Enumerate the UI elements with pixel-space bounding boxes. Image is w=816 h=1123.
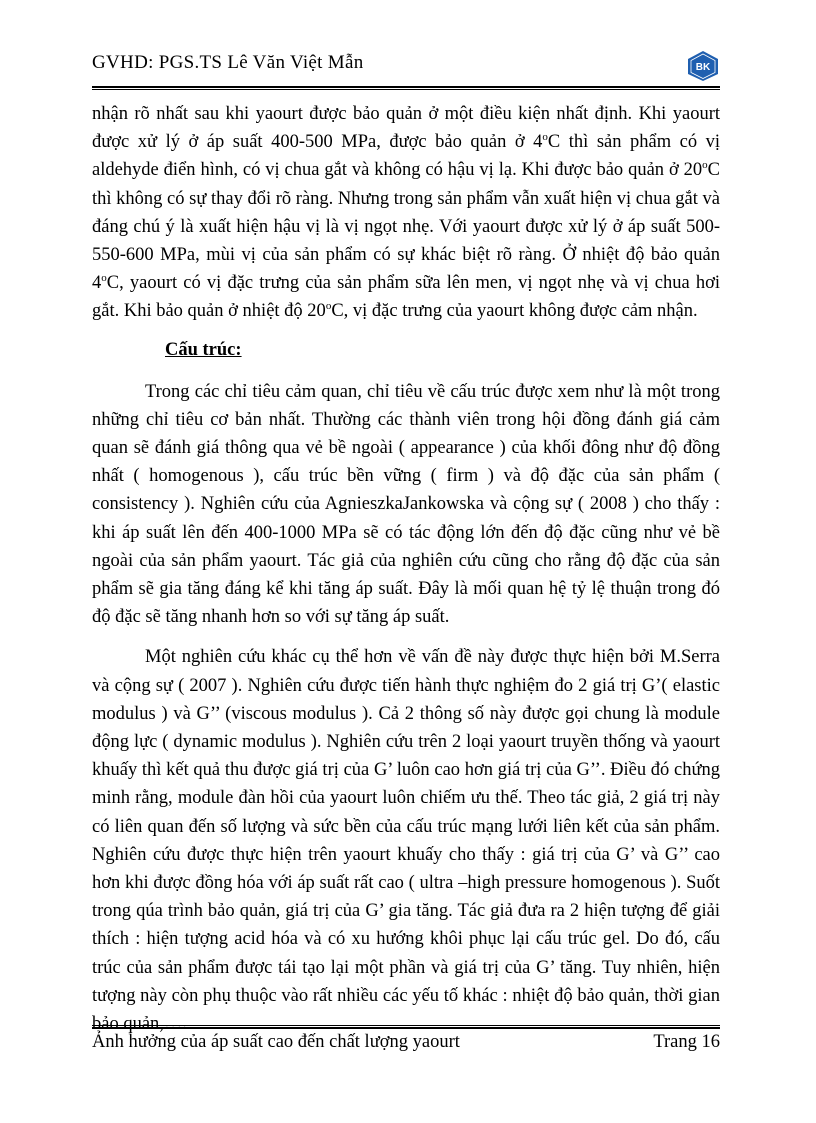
logo-text: BK bbox=[695, 62, 711, 73]
para1-text-a: nhận rõ nhất sau khi yaourt được bảo quản ở một điều kiện nhất định. Khi yaourt được xử lý ở áp suất 400-500 MPa, được bảo quản ở 4 bbox=[92, 104, 720, 153]
degree-superscript: o bbox=[542, 131, 548, 144]
footer-title: Ảnh hưởng của áp suất cao đến chất lượng yaourt bbox=[92, 1032, 460, 1052]
para1-text-c: C thì không có sự thay đổi rõ ràng. Nhưng trong sản phẩm vẫn xuất hiện vị chua gắt và đáng chú ý là xuất hiện hậu vị là vị ngọt nhẹ. Với yaourt được xử lý ở áp suất 500-550-600 MPa, mùi vị của sản phẩm có sự khác biệt rõ ràng. Ở nhiệt độ bảo quản 4 bbox=[92, 160, 720, 294]
degree-superscript: o bbox=[101, 272, 107, 285]
header-title: GVHD: PGS.TS Lê Văn Việt Mẫn bbox=[92, 52, 364, 73]
para1-text-b: C thì sản phẩm có vị aldehyde điển hình, có vị chua gắt và không có hậu vị lạ. Khi được bảo quản ở 20 bbox=[92, 132, 720, 181]
degree-superscript: o bbox=[325, 300, 332, 313]
degree-superscript: o bbox=[702, 159, 708, 172]
page-header bbox=[92, 50, 720, 84]
page-number: Trang 16 bbox=[653, 1032, 720, 1052]
paragraph-taste-continued bbox=[92, 100, 720, 326]
paragraph-structure-1: Trong các chỉ tiêu cảm quan, chỉ tiêu về cấu trúc được xem như là một trong những chỉ tiêu cơ bản nhất. Thường các thành viên trong hội đồng đánh giá cảm quan sẽ đánh giá thông qua vẻ bề ngoài ( appearance ) của khối đông như độ đồng nhất ( homogenous ), cấu trúc bền vững ( firm ) và độ đặc của sản phẩm ( consistency ). Nghiên cứu của AgnieszkaJankowska và cộng sự ( 2008 ) cho thấy : khi áp suất lên đến 400-1000 MPa sẽ có tác động lớn đến độ đặc cũng như vẻ bề ngoài của sản phẩm yaourt. Tác giả của nghiên cứu cũng cho rằng độ đặc của sản phẩm sẽ gia tăng đáng kể khi tăng áp suất. Đây là mối quan hệ tỷ lệ thuận trong đó độ đặc sẽ tăng nhanh hơn so với sự tăng áp suất. bbox=[92, 381, 720, 628]
page-content bbox=[92, 100, 720, 1038]
header-rule bbox=[92, 86, 720, 90]
university-logo bbox=[686, 50, 720, 82]
section-heading-row bbox=[92, 336, 720, 364]
paragraph-structure-2: Một nghiên cứu khác cụ thể hơn về vấn đề này được thực hiện bởi M.Serra và cộng sự ( 2007 ). Nghiên cứu được tiến hành thực nghiệm đo 2 giá trị G’( elastic modulus ) và G’’ (viscous modulus ). Cả 2 thông số này được gọi chung là module động lực ( dynamic modulus ). Nghiên cứu trên 2 loại yaourt truyền thống và yaourt khuấy thì kết quả thu được giá trị của G’ luôn cao hơn giá trị của G’’. Điều đó chứng minh rằng, module đàn hồi của yaourt luôn chiếm ưu thế. Theo tác giả, 2 giá trị này có liên quan đến số lượng và sức bền của cấu trúc mạng lưới liên kết của sản phẩm. Nghiên cứu được thực hiện trên yaourt khuấy cho thấy : giá trị của G’ và G’’ cao hơn khi được đồng hóa với áp suất rất cao ( ultra –high pressure homogenous ). Suốt trong qúa trình bảo quản, giá trị của G’ gia tăng. Tác giả đưa ra 2 hiện tượng để giải thích : hiện tượng acid hóa và có xu hướng khôi phục lại cấu trúc gel. Do đó, cấu trúc của sản phẩm được tái tạo lại một phần và giá trị của G’ tăng. Tuy nhiên, hiện tượng này còn phụ thuộc vào rất nhiều các yếu tố khác : nhiệt độ bảo quản, thời gian bbox=[92, 647, 720, 1006]
footer-rule bbox=[92, 1025, 720, 1029]
para1-text-d: C, yaourt có vị đặc trưng của sản phẩm sữa lên men, vị ngọt nhẹ và vị chua hơi gắt. Khi bảo quản ở nhiệt độ 20 bbox=[92, 273, 720, 322]
para1-text-e: C, vị đặc trưng của yaourt không được cảm nhận. bbox=[331, 301, 698, 322]
section-heading: Cấu trúc: bbox=[165, 339, 242, 360]
